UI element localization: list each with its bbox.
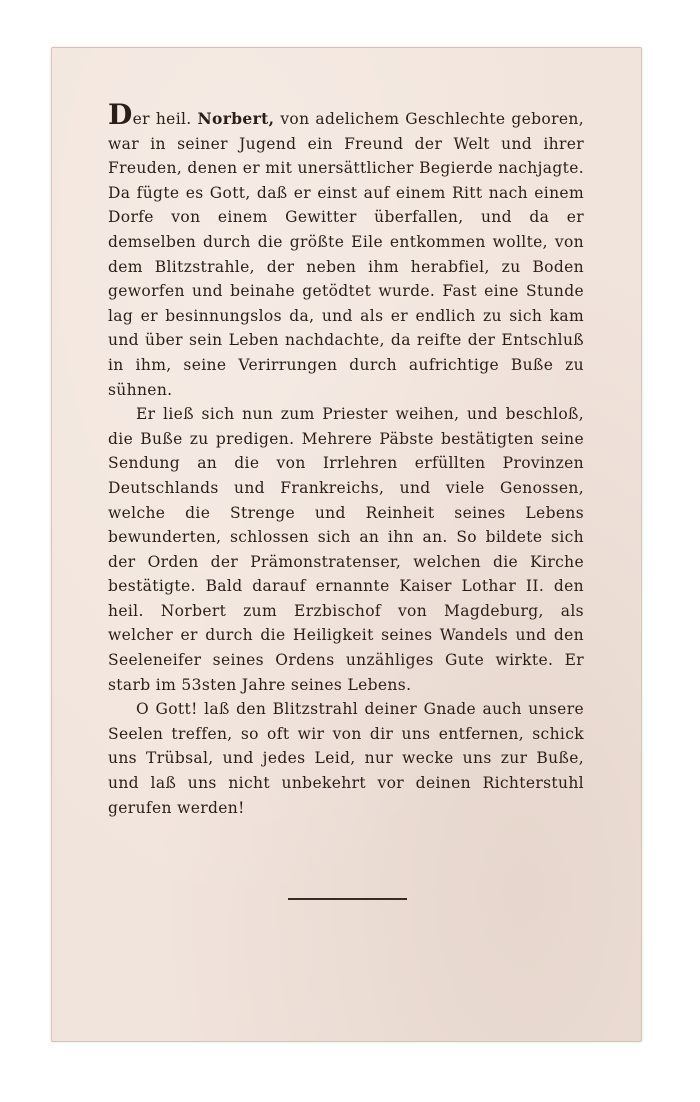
saint-name: Norbert, (197, 109, 275, 128)
paragraph-legend (108, 98, 584, 402)
paragraph-1-lead: er heil. (132, 110, 198, 128)
paragraph-1-body: von adelichem Geschlechte geboren, war in seiner Jugend ein Freund der Welt und ihrer Freuden, denen er mit unersättlicher Begierde nachjagte. Da fügte es Gott, daß er einst auf einem Ritt nach einem Dorfe von einem Gewitter überfallen, und da er demselben durch die größte Eile entkommen wollte, von dem Blitzstrahle, der neben ihm herabfiel, zu Boden geworfen und beinahe getödtet wurde. Fast eine Stunde lag er besinnungslos da, und als er endlich zu sich kam und über sein Leben nachdachte, da reifte der Entschluß in ihm, seine Verirrungen durch aufrichtige Buße zu sühnen. (108, 110, 584, 399)
drop-cap: D (108, 98, 133, 131)
prayer-card (51, 47, 642, 1042)
paragraph-life: Er ließ sich nun zum Priester weihen, und beschloß, die Buße zu predigen. Mehrere Päbste bestätigten seine Sendung an die von Irrlehren erfüllten Provinzen Deutschlands und Frankreichs, und viele Genossen, welche die Strenge und Reinheit seines Lebens bewunderten, schlossen sich an ihn an. So bildete sich der Orden der Prämonstratenser, welchen die Kirche bestätigte. Bald darauf ernannte Kaiser Lothar II. den heil. Norbert zum Erzbischof von Magdeburg, als welcher er durch die Heiligkeit seines Wandels und den Seeleneifer seines Ordens unzähliges Gute wirkte. Er starb im 53sten Jahre seines Lebens. (108, 405, 584, 694)
paragraph-prayer: O Gott! laß den Blitzstrahl deiner Gnade auch unsere Seelen treffen, so oft wir von dir uns entfernen, schick uns Trübsal, und jedes Leid, nur wecke uns zur Buße, und laß uns nicht unbekehrt vor deinen Richterstuhl gerufen werden! (108, 700, 584, 817)
card-text (108, 98, 584, 820)
divider-rule (288, 898, 407, 900)
